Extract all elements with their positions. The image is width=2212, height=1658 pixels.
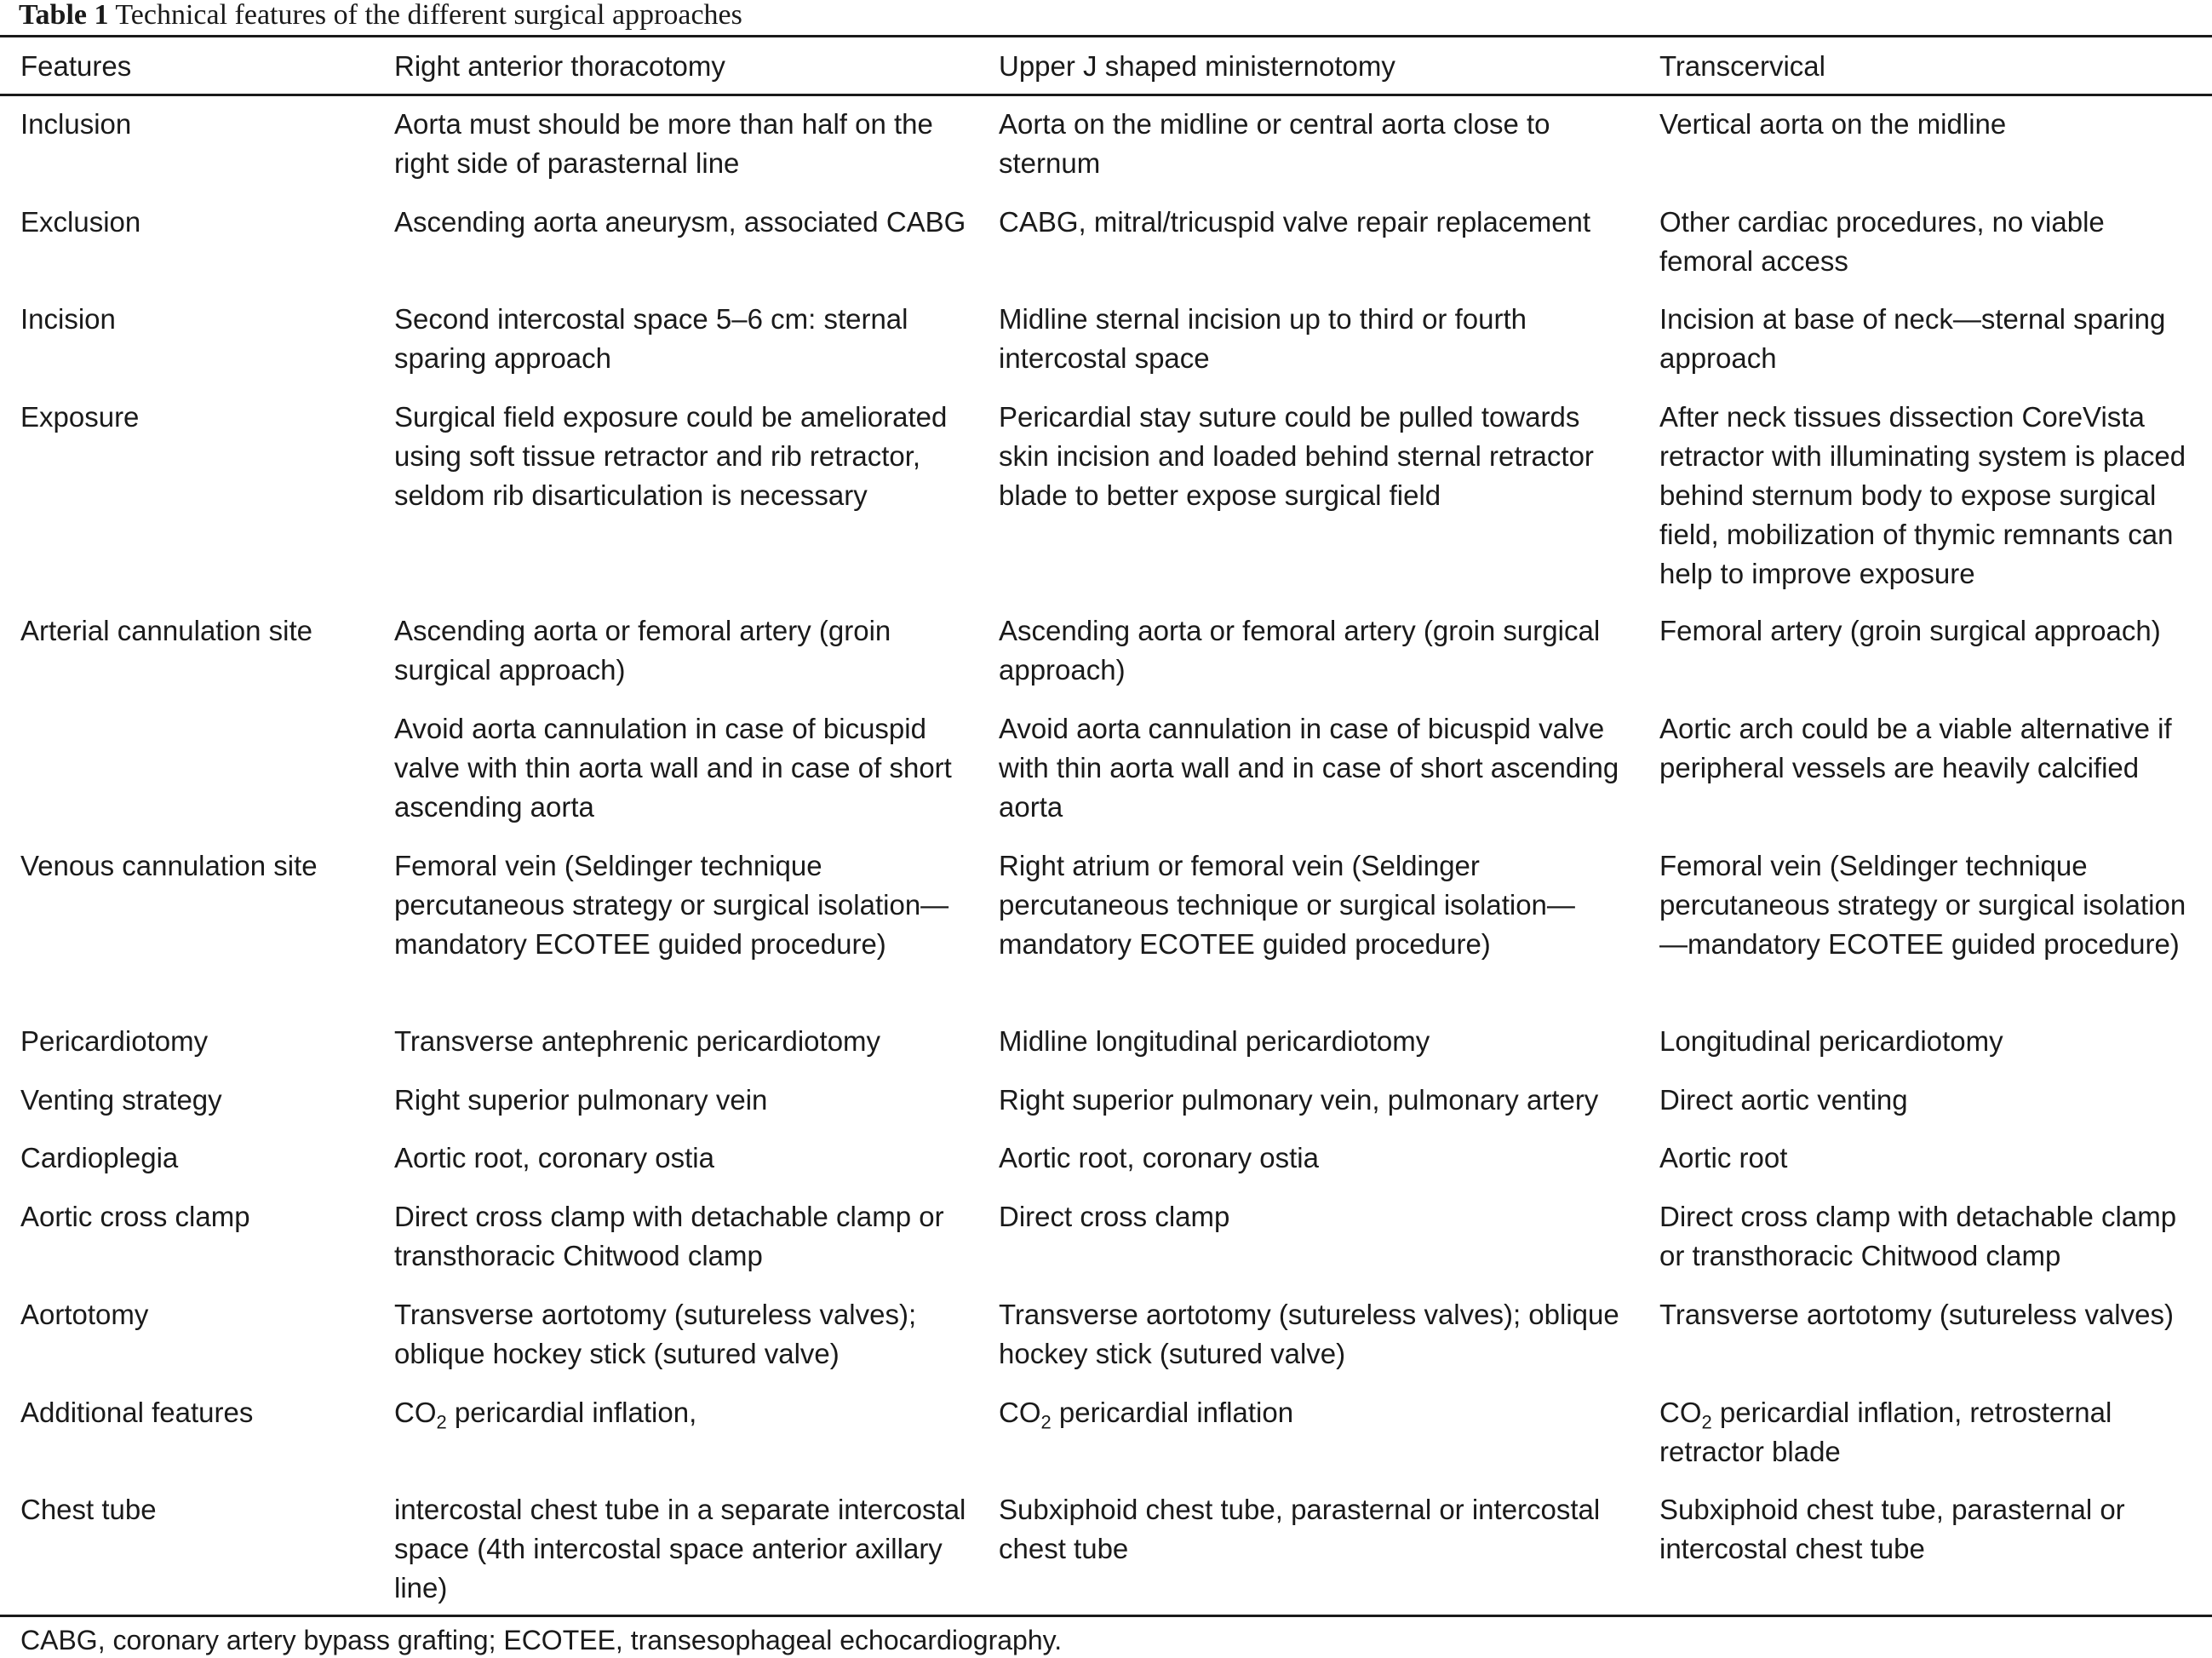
- table-caption-text: Technical features of the different surgical approaches: [115, 0, 742, 31]
- cell-transcervical: Longitudinal pericardiotomy: [1659, 1025, 2003, 1057]
- cell-transcervical: Subxiphoid chest tube, parasternal or intercostal chest tube: [1659, 1494, 2125, 1564]
- row-feature: Exclusion: [20, 206, 141, 238]
- header-rule: [0, 94, 2212, 96]
- row-feature: Aortic cross clamp: [20, 1201, 250, 1232]
- row-feature: Arterial cannulation site: [20, 615, 313, 646]
- top-rule: [0, 35, 2212, 37]
- table-caption-label: Table 1: [19, 0, 109, 31]
- cell-upper-j-ministernotomy: Avoid aorta cannulation in case of bicuspid valve with thin aorta wall and in case of short ascending aorta: [999, 713, 1619, 823]
- row-feature: Chest tube: [20, 1494, 157, 1525]
- cell-right-anterior-thoracotomy: Direct cross clamp with detachable clamp or transthoracic Chitwood clamp: [394, 1201, 944, 1271]
- row-feature: Inclusion: [20, 108, 132, 140]
- cell-transcervical: Vertical aorta on the midline: [1659, 108, 2007, 140]
- cell-upper-j-ministernotomy: Ascending aorta or femoral artery (groin surgical approach): [999, 615, 1601, 686]
- cell-transcervical: Aortic arch could be a viable alternative if peripheral vessels are heavily calcified: [1659, 713, 2172, 783]
- row-feature: Cardioplegia: [20, 1142, 179, 1173]
- cell-transcervical: Direct aortic venting: [1659, 1084, 1908, 1116]
- cell-transcervical: Transverse aortotomy (sutureless valves): [1659, 1299, 2174, 1330]
- cell-transcervical: Direct cross clamp with detachable clamp or transthoracic Chitwood clamp: [1659, 1201, 2177, 1271]
- cell-upper-j-ministernotomy: Transverse aortotomy (sutureless valves); oblique hockey stick (sutured valve): [999, 1299, 1619, 1369]
- cell-right-anterior-thoracotomy: $CO_2$ pericardial inflation,: [394, 1397, 697, 1433]
- row-feature: Additional features: [20, 1397, 254, 1428]
- header-transcervical: Transcervical: [1659, 50, 1825, 82]
- cell-transcervical: Aortic root: [1659, 1142, 1788, 1173]
- cell-upper-j-ministernotomy: $CO_2$ pericardial inflation: [999, 1397, 1294, 1433]
- table-caption: [19, 0, 742, 34]
- cell-right-anterior-thoracotomy: Ascending aorta aneurysm, associated CABG: [394, 206, 966, 238]
- cell-upper-j-ministernotomy: Aorta on the midline or central aorta close to sternum: [999, 108, 1550, 179]
- cell-transcervical: Incision at base of neck—sternal sparing approach: [1659, 303, 2166, 374]
- cell-upper-j-ministernotomy: Midline sternal incision up to third or fourth intercostal space: [999, 303, 1527, 374]
- row-feature: Exposure: [20, 401, 140, 433]
- cell-transcervical: Femoral vein (Seldinger technique percutaneous strategy or surgical isolation—mandatory ECOTEE guided procedure): [1659, 850, 2186, 960]
- bottom-rule: [0, 1615, 2212, 1617]
- table-header-row: [0, 47, 2212, 86]
- cell-transcervical: After neck tissues dissection CoreVista retractor with illuminating system is placed behind sternum body to expose surgical field, mobilization of thymic remnants can help to improve exposure: [1659, 401, 2186, 589]
- cell-right-anterior-thoracotomy: Ascending aorta or femoral artery (groin surgical approach): [394, 615, 891, 686]
- subscript-2: 2: [436, 1411, 447, 1433]
- cell-right-anterior-thoracotomy: Transverse aortotomy (sutureless valves); oblique hockey stick (sutured valve): [394, 1299, 917, 1369]
- cell-transcervical: $CO_2$ pericardial inflation, retrosternal retractor blade: [1659, 1397, 2112, 1467]
- cell-transcervical: Femoral artery (groin surgical approach): [1659, 615, 2161, 646]
- row-feature: Incision: [20, 303, 116, 335]
- cell-right-anterior-thoracotomy: Second intercostal space 5–6 cm: sternal sparing approach: [394, 303, 908, 374]
- cell-upper-j-ministernotomy: Pericardial stay suture could be pulled towards skin incision and loaded behind sternal retractor blade to better expose surgical field: [999, 401, 1594, 511]
- cell-upper-j-ministernotomy: Right atrium or femoral vein (Seldinger percutaneous technique or surgical isolation—mandatory ECOTEE guided procedure): [999, 850, 1575, 960]
- subscript-2: 2: [1701, 1411, 1712, 1433]
- cell-right-anterior-thoracotomy: intercostal chest tube in a separate intercostal space (4th intercostal space anterior axillary line): [394, 1494, 966, 1603]
- cell-right-anterior-thoracotomy: Femoral vein (Seldinger technique percutaneous strategy or surgical isolation—mandatory ECOTEE guided procedure): [394, 850, 949, 960]
- header-upper-j-ministernotomy: Upper J shaped ministernotomy: [999, 50, 1395, 82]
- cell-upper-j-ministernotomy: Midline longitudinal pericardiotomy: [999, 1025, 1430, 1057]
- cell-right-anterior-thoracotomy: Transverse antephrenic pericardiotomy: [394, 1025, 881, 1057]
- cell-transcervical: Other cardiac procedures, no viable femoral access: [1659, 206, 2105, 277]
- row-feature: Aortotomy: [20, 1299, 149, 1330]
- cell-right-anterior-thoracotomy: Right superior pulmonary vein: [394, 1084, 768, 1116]
- header-features: Features: [20, 50, 132, 82]
- cell-right-anterior-thoracotomy: Aorta must should be more than half on the right side of parasternal line: [394, 108, 933, 179]
- cell-upper-j-ministernotomy: Aortic root, coronary ostia: [999, 1142, 1319, 1173]
- row-feature: Venous cannulation site: [20, 850, 318, 881]
- cell-right-anterior-thoracotomy: Aortic root, coronary ostia: [394, 1142, 714, 1173]
- cell-right-anterior-thoracotomy: Avoid aorta cannulation in case of bicuspid valve with thin aorta wall and in case of short ascending aorta: [394, 713, 952, 823]
- row-feature: Venting strategy: [20, 1084, 222, 1116]
- subscript-2: 2: [1040, 1411, 1052, 1433]
- table-footnote: CABG, coronary artery bypass grafting; ECOTEE, transesophageal echocardiography.: [20, 1625, 1063, 1655]
- cell-right-anterior-thoracotomy: Surgical field exposure could be ameliorated using soft tissue retractor and rib retractor, seldom rib disarticulation is necessary: [394, 401, 948, 511]
- cell-upper-j-ministernotomy: CABG, mitral/tricuspid valve repair replacement: [999, 206, 1591, 238]
- cell-upper-j-ministernotomy: Subxiphoid chest tube, parasternal or intercostal chest tube: [999, 1494, 1601, 1564]
- cell-upper-j-ministernotomy: Right superior pulmonary vein, pulmonary artery: [999, 1084, 1599, 1116]
- cell-upper-j-ministernotomy: Direct cross clamp: [999, 1201, 1230, 1232]
- row-feature: Pericardiotomy: [20, 1025, 209, 1057]
- header-right-anterior-thoracotomy: Right anterior thoracotomy: [394, 50, 725, 82]
